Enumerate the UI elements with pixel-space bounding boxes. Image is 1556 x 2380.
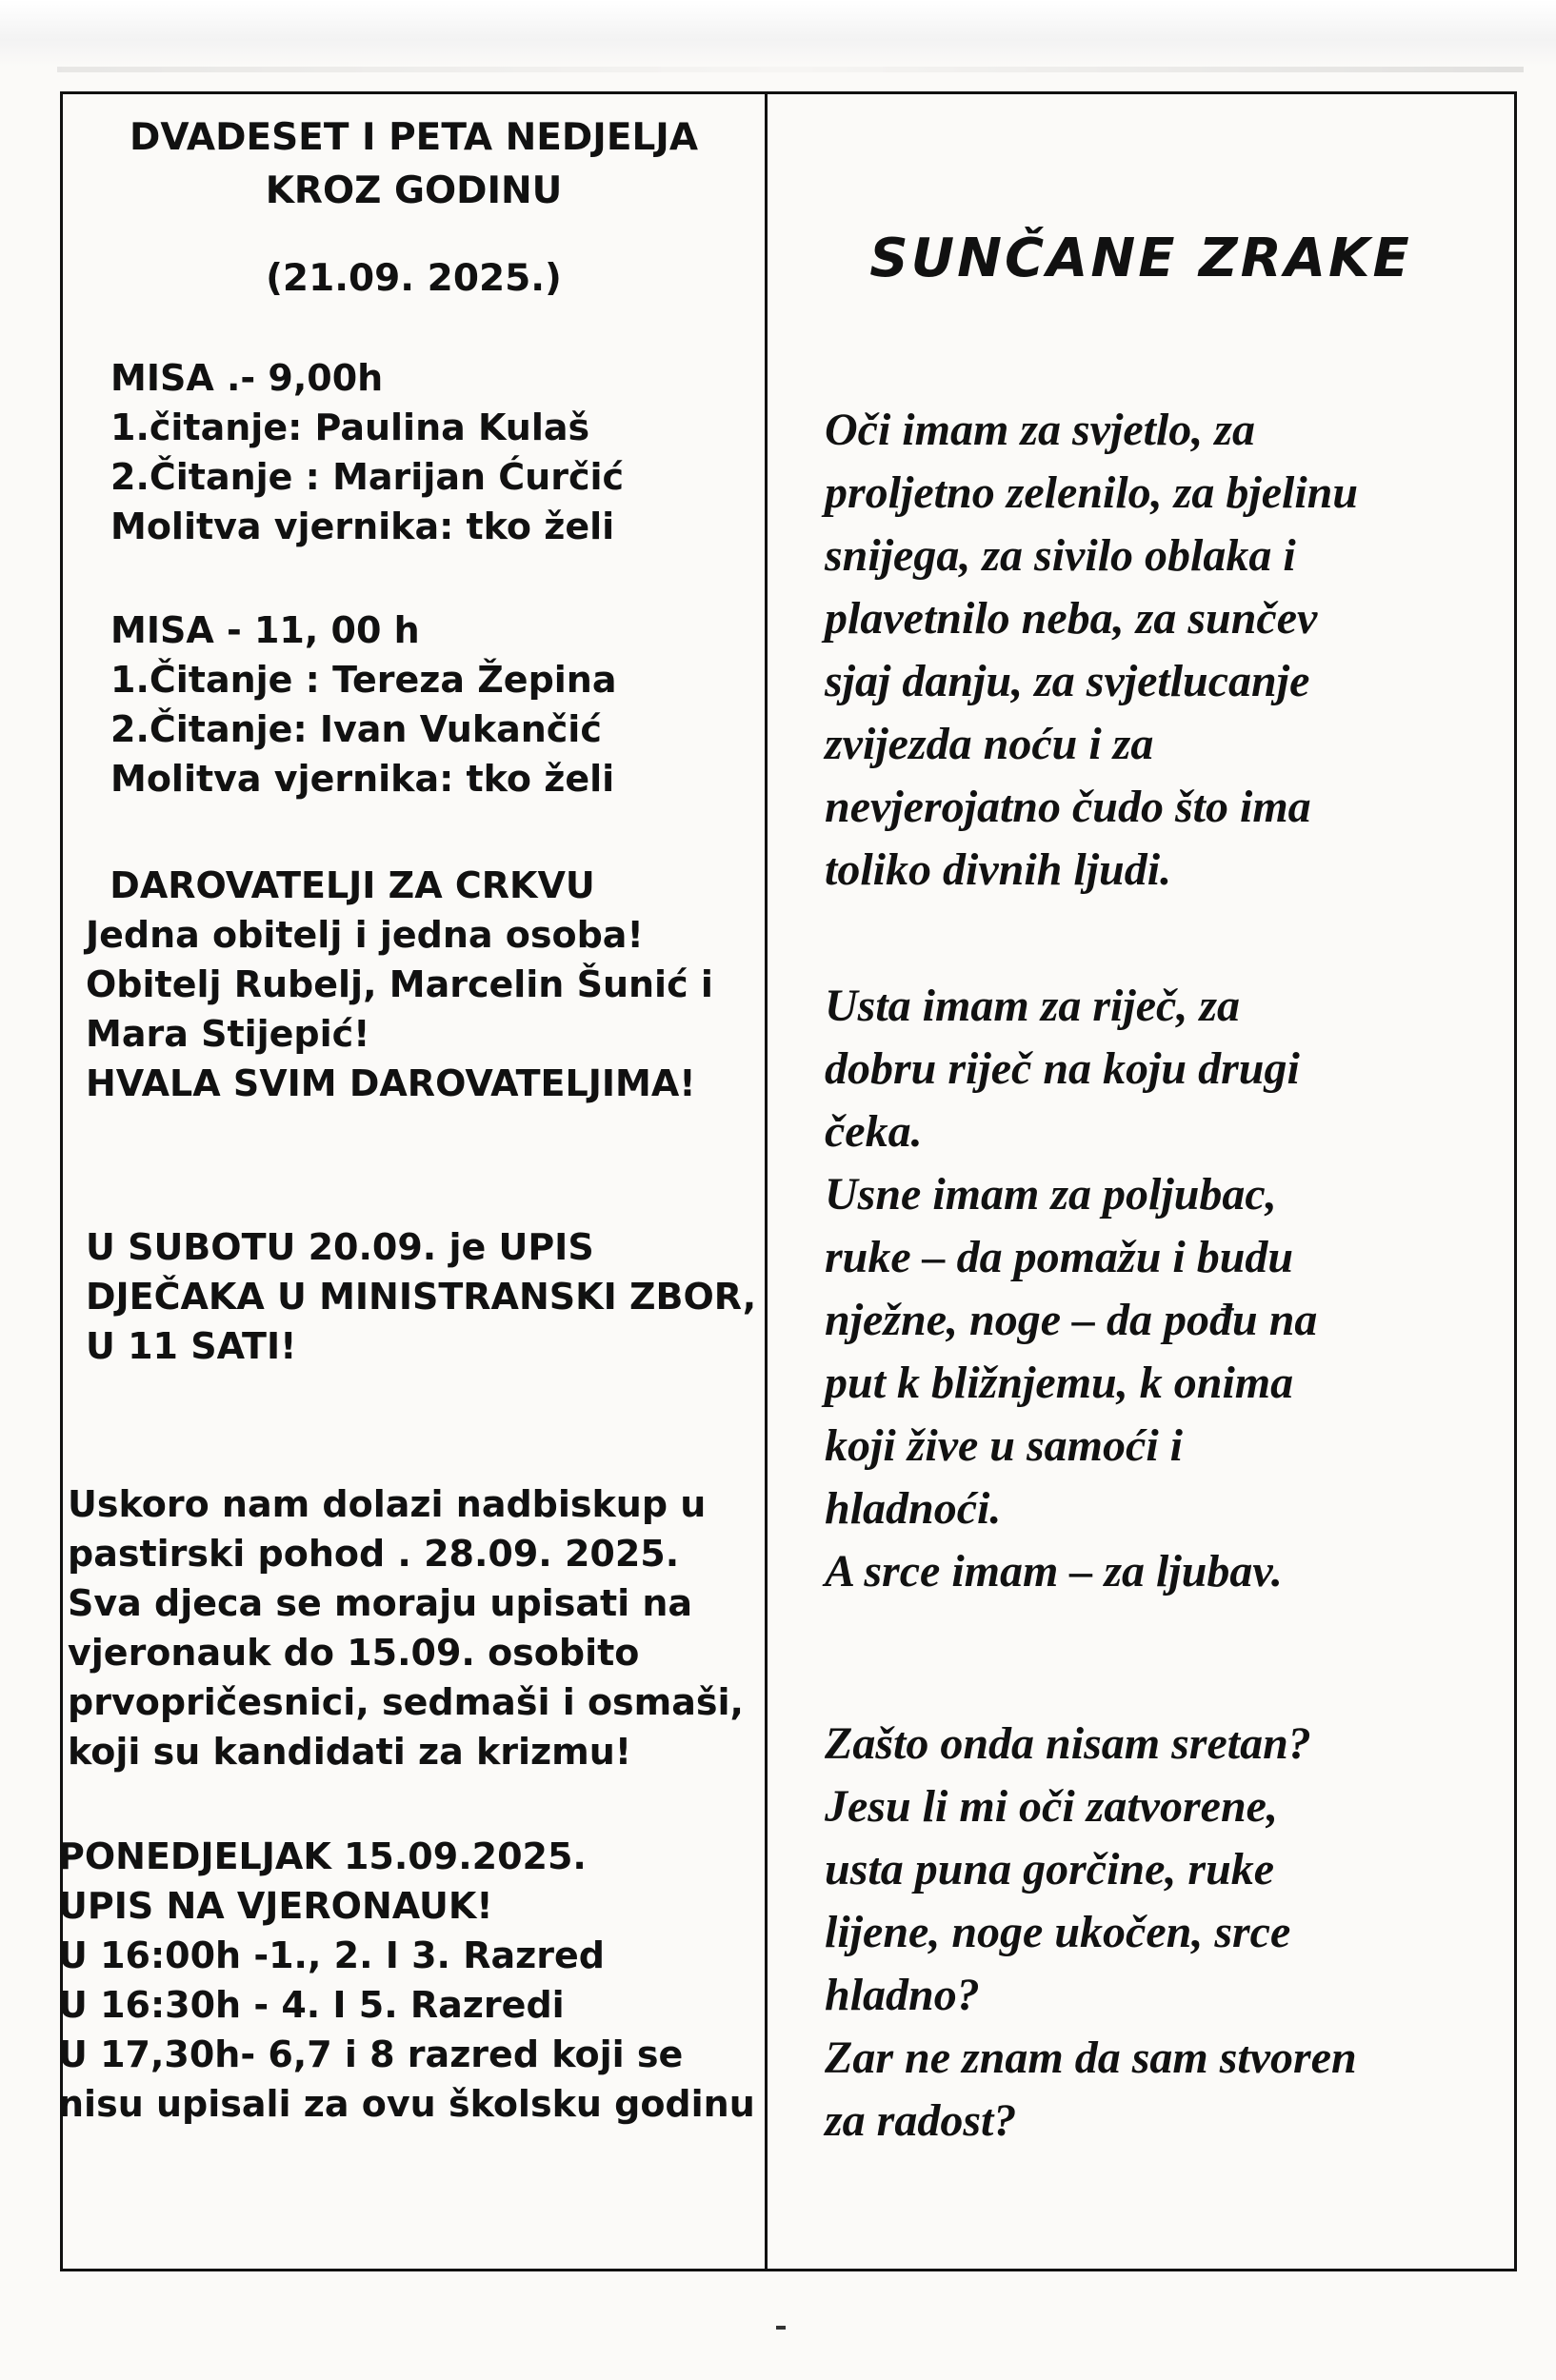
- poem-line: plavetnilo neba, za sunčev: [825, 593, 1318, 644]
- mass-9-line: 1.čitanje: Paulina Kulaš: [110, 407, 590, 448]
- mass-11-line: Molitva vjernika: tko želi: [110, 758, 615, 800]
- page-mark: [776, 2326, 786, 2330]
- poem-line: Oči imam za svjetlo, za: [825, 405, 1255, 455]
- mass-11-line: 2.Čitanje: Ivan Vukančić: [110, 708, 602, 750]
- heading-line-2: KROZ GODINU: [265, 169, 563, 212]
- archbishop-line: prvopričesnici, sedmaši i osmaši,: [68, 1681, 744, 1723]
- archbishop-visit-notice: [68, 1479, 744, 1776]
- poem-column: [768, 94, 1514, 2269]
- mass-9-line: Molitva vjernika: tko želi: [110, 506, 615, 547]
- archbishop-line: Uskoro nam dolazi nadbiskup u: [68, 1483, 707, 1525]
- poem-line: hladno?: [825, 1970, 980, 2020]
- bulletin-page: [60, 91, 1517, 2271]
- poem-line: Zašto onda nisam sretan?: [825, 1718, 1311, 1769]
- donors-line: Jedna obitelj i jedna osoba!: [86, 914, 644, 956]
- archbishop-line: vjeronauk do 15.09. osobito: [68, 1632, 640, 1674]
- poem-line: čeka.: [825, 1106, 923, 1157]
- poem-line: koji žive u samoći i: [825, 1420, 1183, 1471]
- mass-9-line: MISA .- 9,00h: [110, 357, 384, 399]
- heading-date: (21.09. 2025.): [266, 257, 562, 300]
- altar-boys-line: U SUBOTU 20.09. je UPIS: [86, 1226, 594, 1268]
- mass-11-line: 1.Čitanje : Tereza Žepina: [110, 659, 617, 701]
- heading-line-1: DVADESET I PETA NEDJELJA: [129, 116, 699, 159]
- sunday-heading: [63, 111, 765, 306]
- poem-line: nježne, noge – da pođu na: [825, 1295, 1318, 1345]
- catechism-line: PONEDJELJAK 15.09.2025.: [58, 1835, 587, 1877]
- poem-line: ruke – da pomažu i budu: [825, 1232, 1294, 1282]
- poem-line: Jesu li mi oči zatvorene,: [825, 1781, 1278, 1832]
- poem-line: za radost?: [825, 2095, 1017, 2146]
- donors-block: [86, 861, 752, 1108]
- poem-title: SUNČANE ZRAKE: [869, 228, 1412, 289]
- archbishop-line: pastirski pohod . 28.09. 2025.: [68, 1533, 680, 1575]
- donors-heading: DAROVATELJI ZA CRKVU: [110, 864, 595, 906]
- poem-stanza-3: [825, 1713, 1491, 2152]
- mass-9-line: 2.Čitanje : Marijan Ćurčić: [110, 456, 625, 498]
- poem-line: dobru riječ na koju drugi: [825, 1043, 1300, 1094]
- poem-line: Usta imam za riječ, za: [825, 981, 1241, 1031]
- poem-line: sjaj danju, za svjetlucanje: [825, 656, 1310, 706]
- poem-line: usta puna gorčine, ruke: [825, 1844, 1275, 1894]
- paper-edge: [57, 67, 1524, 72]
- catechism-line: U 16:00h -1., 2. I 3. Razred: [58, 1934, 605, 1976]
- catechism-line: U 16:30h - 4. I 5. Razredi: [58, 1984, 565, 2026]
- poem-line: snijega, za sivilo oblaka i: [825, 530, 1296, 581]
- poem-line: hladnoći.: [825, 1483, 1002, 1534]
- mass-9-block: [110, 353, 748, 551]
- archbishop-line: koji su kandidati za krizmu!: [68, 1731, 632, 1773]
- poem-line: lijene, noge ukočen, srce: [825, 1907, 1291, 1957]
- poem-stanza-2: [825, 975, 1491, 1603]
- donors-line: Obitelj Rubelj, Marcelin Šunić i: [86, 963, 713, 1005]
- mass-11-block: [110, 605, 748, 803]
- scan-top-shadow: [0, 0, 1556, 67]
- poem-line: Zar ne znam da sam stvoren: [825, 2033, 1357, 2083]
- altar-boys-notice: [86, 1222, 757, 1371]
- poem-line: A srce imam – za ljubav.: [825, 1546, 1283, 1597]
- poem-line: zvijezda noću i za: [825, 719, 1154, 769]
- poem-line: proljetno zelenilo, za bjelinu: [825, 467, 1359, 518]
- donors-line: Mara Stijepić!: [86, 1013, 370, 1055]
- mass-11-line: MISA - 11, 00 h: [110, 609, 420, 651]
- poem-line: Usne imam za poljubac,: [825, 1169, 1277, 1220]
- poem-line: put k bližnjemu, k onima: [825, 1358, 1294, 1408]
- archbishop-line: Sva djeca se moraju upisati na: [68, 1582, 693, 1624]
- catechism-line: U 17,30h- 6,7 i 8 razred koji se: [58, 2033, 684, 2075]
- catechism-line: UPIS NA VJERONAUK!: [58, 1885, 493, 1927]
- donors-line: HVALA SVIM DAROVATELJIMA!: [86, 1062, 696, 1104]
- catechism-line: nisu upisali za ovu školsku godinu: [58, 2083, 755, 2125]
- poem-line: nevjerojatno čudo što ima: [825, 782, 1311, 832]
- altar-boys-line: DJEČAKA U MINISTRANSKI ZBOR,: [86, 1276, 757, 1318]
- altar-boys-line: U 11 SATI!: [86, 1325, 297, 1367]
- poem-line: toliko divnih ljudi.: [825, 844, 1172, 895]
- poem-stanza-1: [825, 399, 1491, 902]
- catechism-enrollment-notice: [58, 1832, 755, 2129]
- announcements-column: [58, 94, 765, 2269]
